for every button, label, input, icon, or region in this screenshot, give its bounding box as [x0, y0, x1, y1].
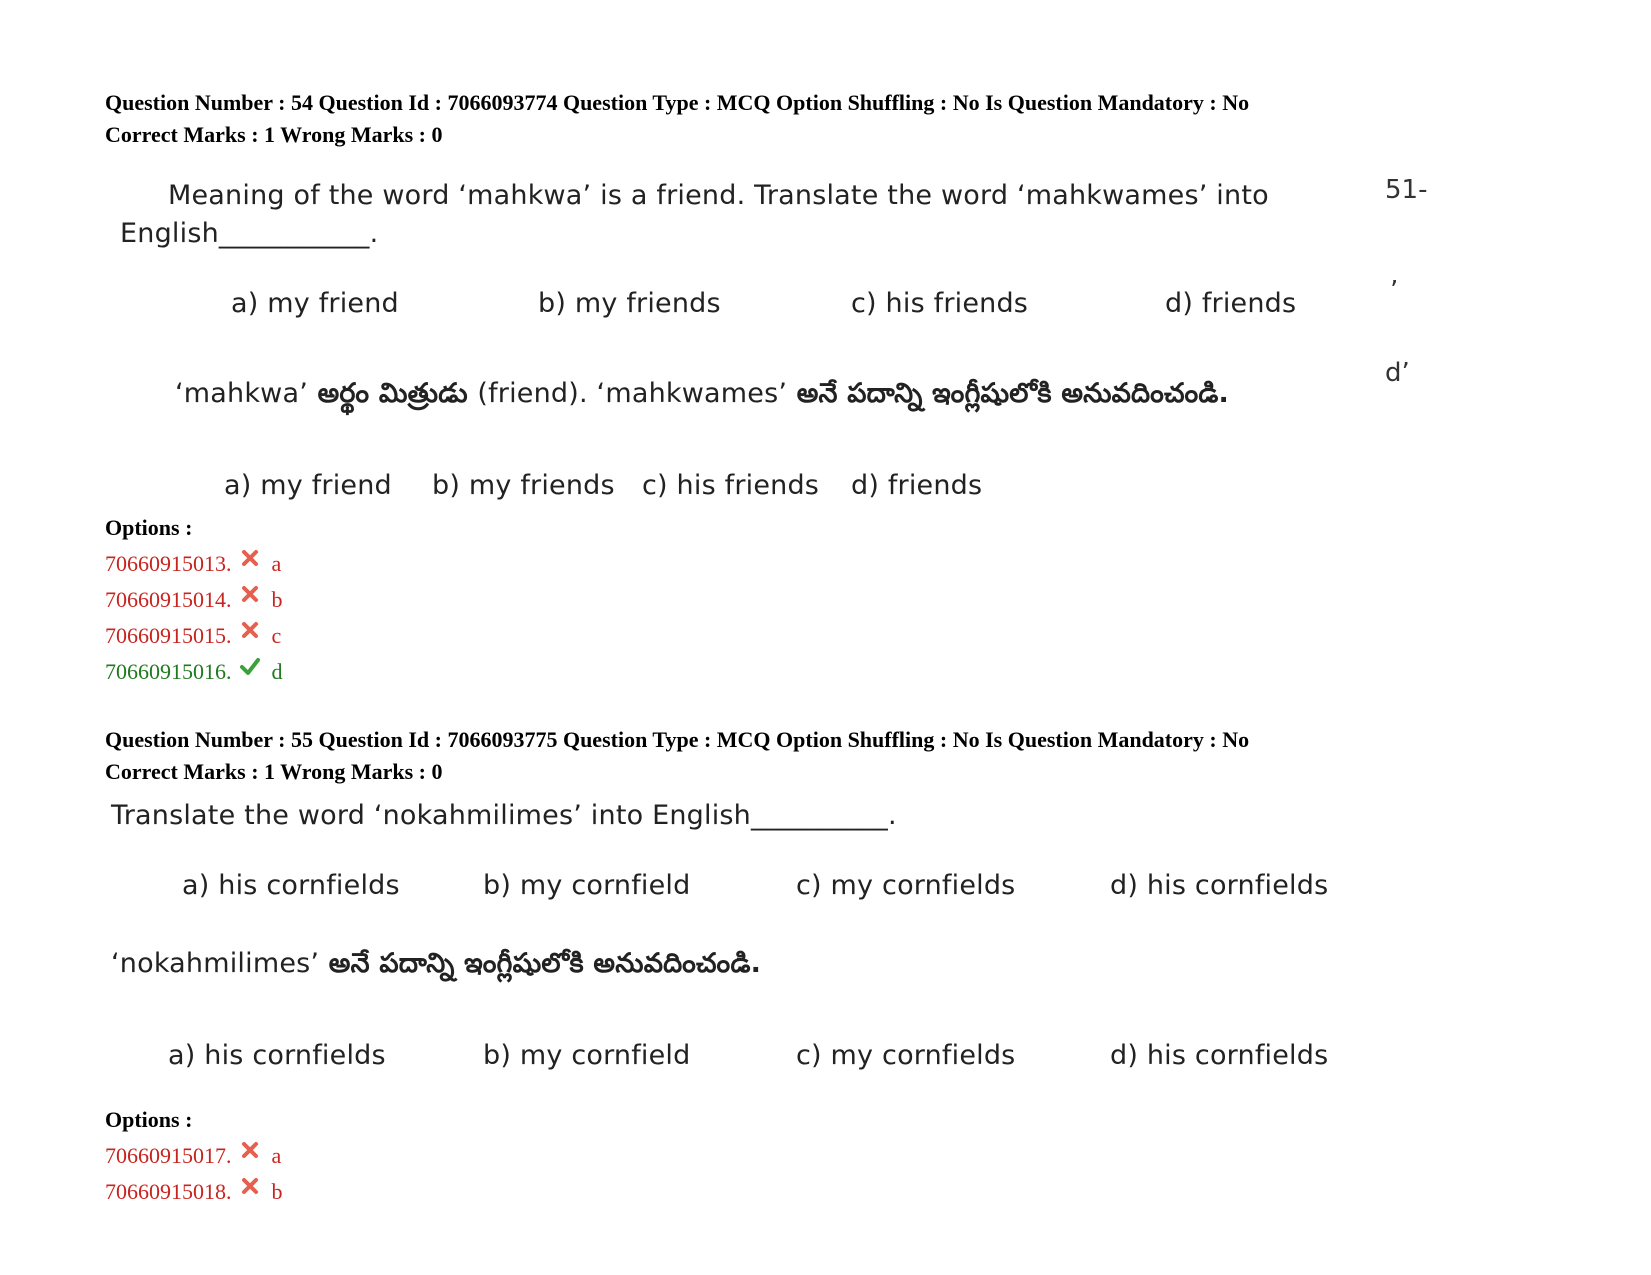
- q55-header-line1: Question Number : 55 Question Id : 7066093775 Question Type : MCQ Option Shuffling : No Is Question Mandatory : No: [105, 727, 1250, 752]
- q54-choice-te-c: c) his friends: [642, 470, 820, 501]
- q55-option-a: [105, 1143, 281, 1169]
- q55-choice-te-c: c) my cornfields: [796, 1040, 1016, 1071]
- q54-header-line1: Question Number : 54 Question Id : 7066093774 Question Type : MCQ Option Shuffling : No Is Question Mandatory : No: [105, 90, 1250, 115]
- q55-options-label: Options :: [105, 1107, 193, 1132]
- cropped-text-fragment: ’: [1390, 276, 1399, 306]
- q54-option-a: [105, 551, 281, 577]
- q55-choice-te-b: b) my cornfield: [483, 1040, 691, 1071]
- option-label: a: [271, 551, 282, 576]
- option-id: 70660915016.: [105, 659, 232, 684]
- q55-choice-en-a: a) his cornfields: [182, 870, 400, 901]
- option-label: c: [271, 623, 282, 648]
- q54-stem-en-line2: English___________.: [120, 218, 379, 249]
- q54-stem-te: [175, 378, 1229, 416]
- q55-stem-te-word: ‘nokahmilimes’: [111, 948, 320, 979]
- option-label: d: [271, 659, 283, 684]
- q54-choice-te-a: a) my friend: [224, 470, 392, 501]
- cropped-text-fragment: 51-: [1385, 175, 1428, 205]
- q55-choice-te-a: a) his cornfields: [168, 1040, 386, 1071]
- q54-choice-en-c: c) his friends: [851, 288, 1029, 319]
- q54-stem-te-text2: అనే పదాన్ని ఇంగ్లీషులోకి అనువదించండి.: [787, 378, 1230, 409]
- q54-stem-te-word: ‘mahkwa’: [175, 378, 308, 409]
- cross-icon: [240, 1176, 260, 1196]
- option-id: 70660915015.: [105, 623, 232, 648]
- check-icon: [240, 656, 260, 676]
- q55-choice-en-b: b) my cornfield: [483, 870, 691, 901]
- q54-choice-en-b: b) my friends: [538, 288, 721, 319]
- cross-icon: [240, 584, 260, 604]
- cross-icon: [240, 620, 260, 640]
- option-label: b: [271, 587, 283, 612]
- q54-option-d: [105, 659, 283, 685]
- q55-choice-en-c: c) my cornfields: [796, 870, 1016, 901]
- q55-choice-te-d: d) his cornfields: [1110, 1040, 1329, 1071]
- q55-stem-te-text: అనే పదాన్ని ఇంగ్లీషులోకి అనువదించండి.: [319, 948, 762, 979]
- q54-header-line2: Correct Marks : 1 Wrong Marks : 0: [105, 122, 443, 147]
- cropped-text-fragment: d’: [1385, 358, 1410, 388]
- q54-option-b: [105, 587, 283, 613]
- option-id: 70660915014.: [105, 587, 232, 612]
- q55-stem-en: Translate the word ‘nokahmilimes’ into English__________.: [111, 800, 897, 831]
- q54-stem-te-word2: (friend). ‘mahkwames’: [477, 378, 788, 409]
- q54-options-label: Options :: [105, 515, 193, 540]
- q54-stem-te-text1: అర్థం మిత్రుడు: [308, 378, 478, 409]
- q54-stem-en-line1: Meaning of the word ‘mahkwa’ is a friend. Translate the word ‘mahkwames’ into: [168, 180, 1269, 211]
- cross-icon: [240, 1140, 260, 1160]
- q54-choice-te-d: d) friends: [851, 470, 983, 501]
- option-label: b: [271, 1179, 283, 1204]
- q54-choice-te-b: b) my friends: [432, 470, 615, 501]
- cross-icon: [240, 548, 260, 568]
- option-id: 70660915017.: [105, 1143, 232, 1168]
- q55-choice-en-d: d) his cornfields: [1110, 870, 1329, 901]
- option-label: a: [271, 1143, 282, 1168]
- q54-choice-en-a: a) my friend: [231, 288, 399, 319]
- q55-option-b: [105, 1179, 283, 1205]
- q55-stem-te: [111, 948, 761, 986]
- option-id: 70660915013.: [105, 551, 232, 576]
- q55-header-line2: Correct Marks : 1 Wrong Marks : 0: [105, 759, 443, 784]
- option-id: 70660915018.: [105, 1179, 232, 1204]
- q54-choice-en-d: d) friends: [1165, 288, 1297, 319]
- q54-option-c: [105, 623, 281, 649]
